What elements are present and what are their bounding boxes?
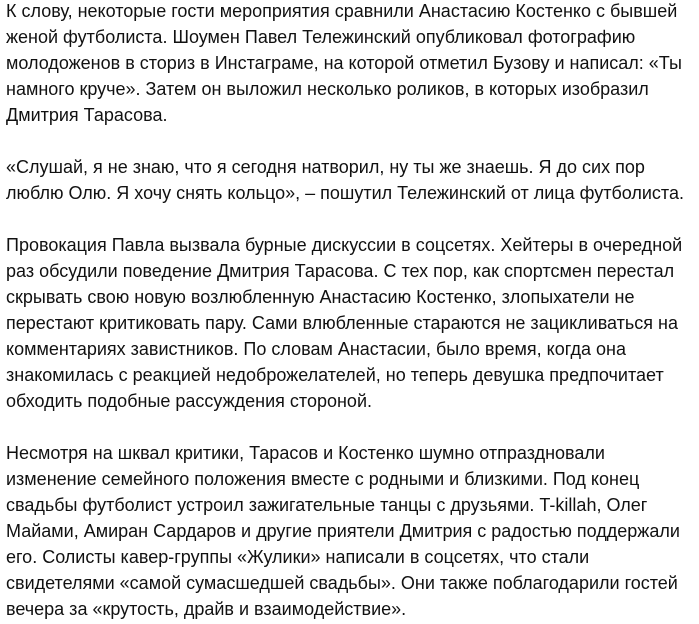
paragraph-celebration: Несмотря на шквал критики, Тарасов и Костенко шумно отпраздновали изменение семейного положения вместе с родными и близкими. Под конец свадьбы футболист устроил зажигательные танцы с друзьями. T-killah, Олег Майами, Амиран Сардаров и другие приятели Дмитрия с радостью поддержали его. Солисты кавер-группы «Жулики» написали в соцсетях, что стали свидетелями «самой сумасшедшей свадьбы». Они также поблагодарили гостей вечера за «крутость, драйв и взаимодействие».: [6, 443, 680, 619]
paragraph-guests-comparison: К слову, некоторые гости мероприятия сравнили Анастасию Костенко с бывшей женой футболиста. Шоумен Павел Тележинский опубликовал фотографию молодоженов в сториз в Инстаграме, на которой отметил Бузову и написал: «Ты намного круче». Затем он выложил несколько роликов, в которых изобразил Дмитрия Тарасова.: [6, 1, 682, 125]
paragraph-provocation: Провокация Павла вызвала бурные дискуссии в соцсетях. Хейтеры в очередной раз обсудили поведение Дмитрия Тарасова. С тех пор, как спортсмен перестал скрывать свою новую возлюбленную Анастасию Костенко, злопыхатели не перестают критиковать пару. Сами влюбленные стараются не зацикливаться на комментариях завистников. По словам Анастасии, было время, когда она знакомилась с реакцией недоброжелателей, но теперь девушка предпочитает обходить подобные рассуждения стороной.: [6, 235, 683, 411]
paragraph-quote: «Слушай, я не знаю, что я сегодня натворил, ну ты же знаешь. Я до сих пор люблю Олю. Я хочу снять кольцо», – пошутил Тележинский от лица футболиста.: [6, 157, 684, 203]
